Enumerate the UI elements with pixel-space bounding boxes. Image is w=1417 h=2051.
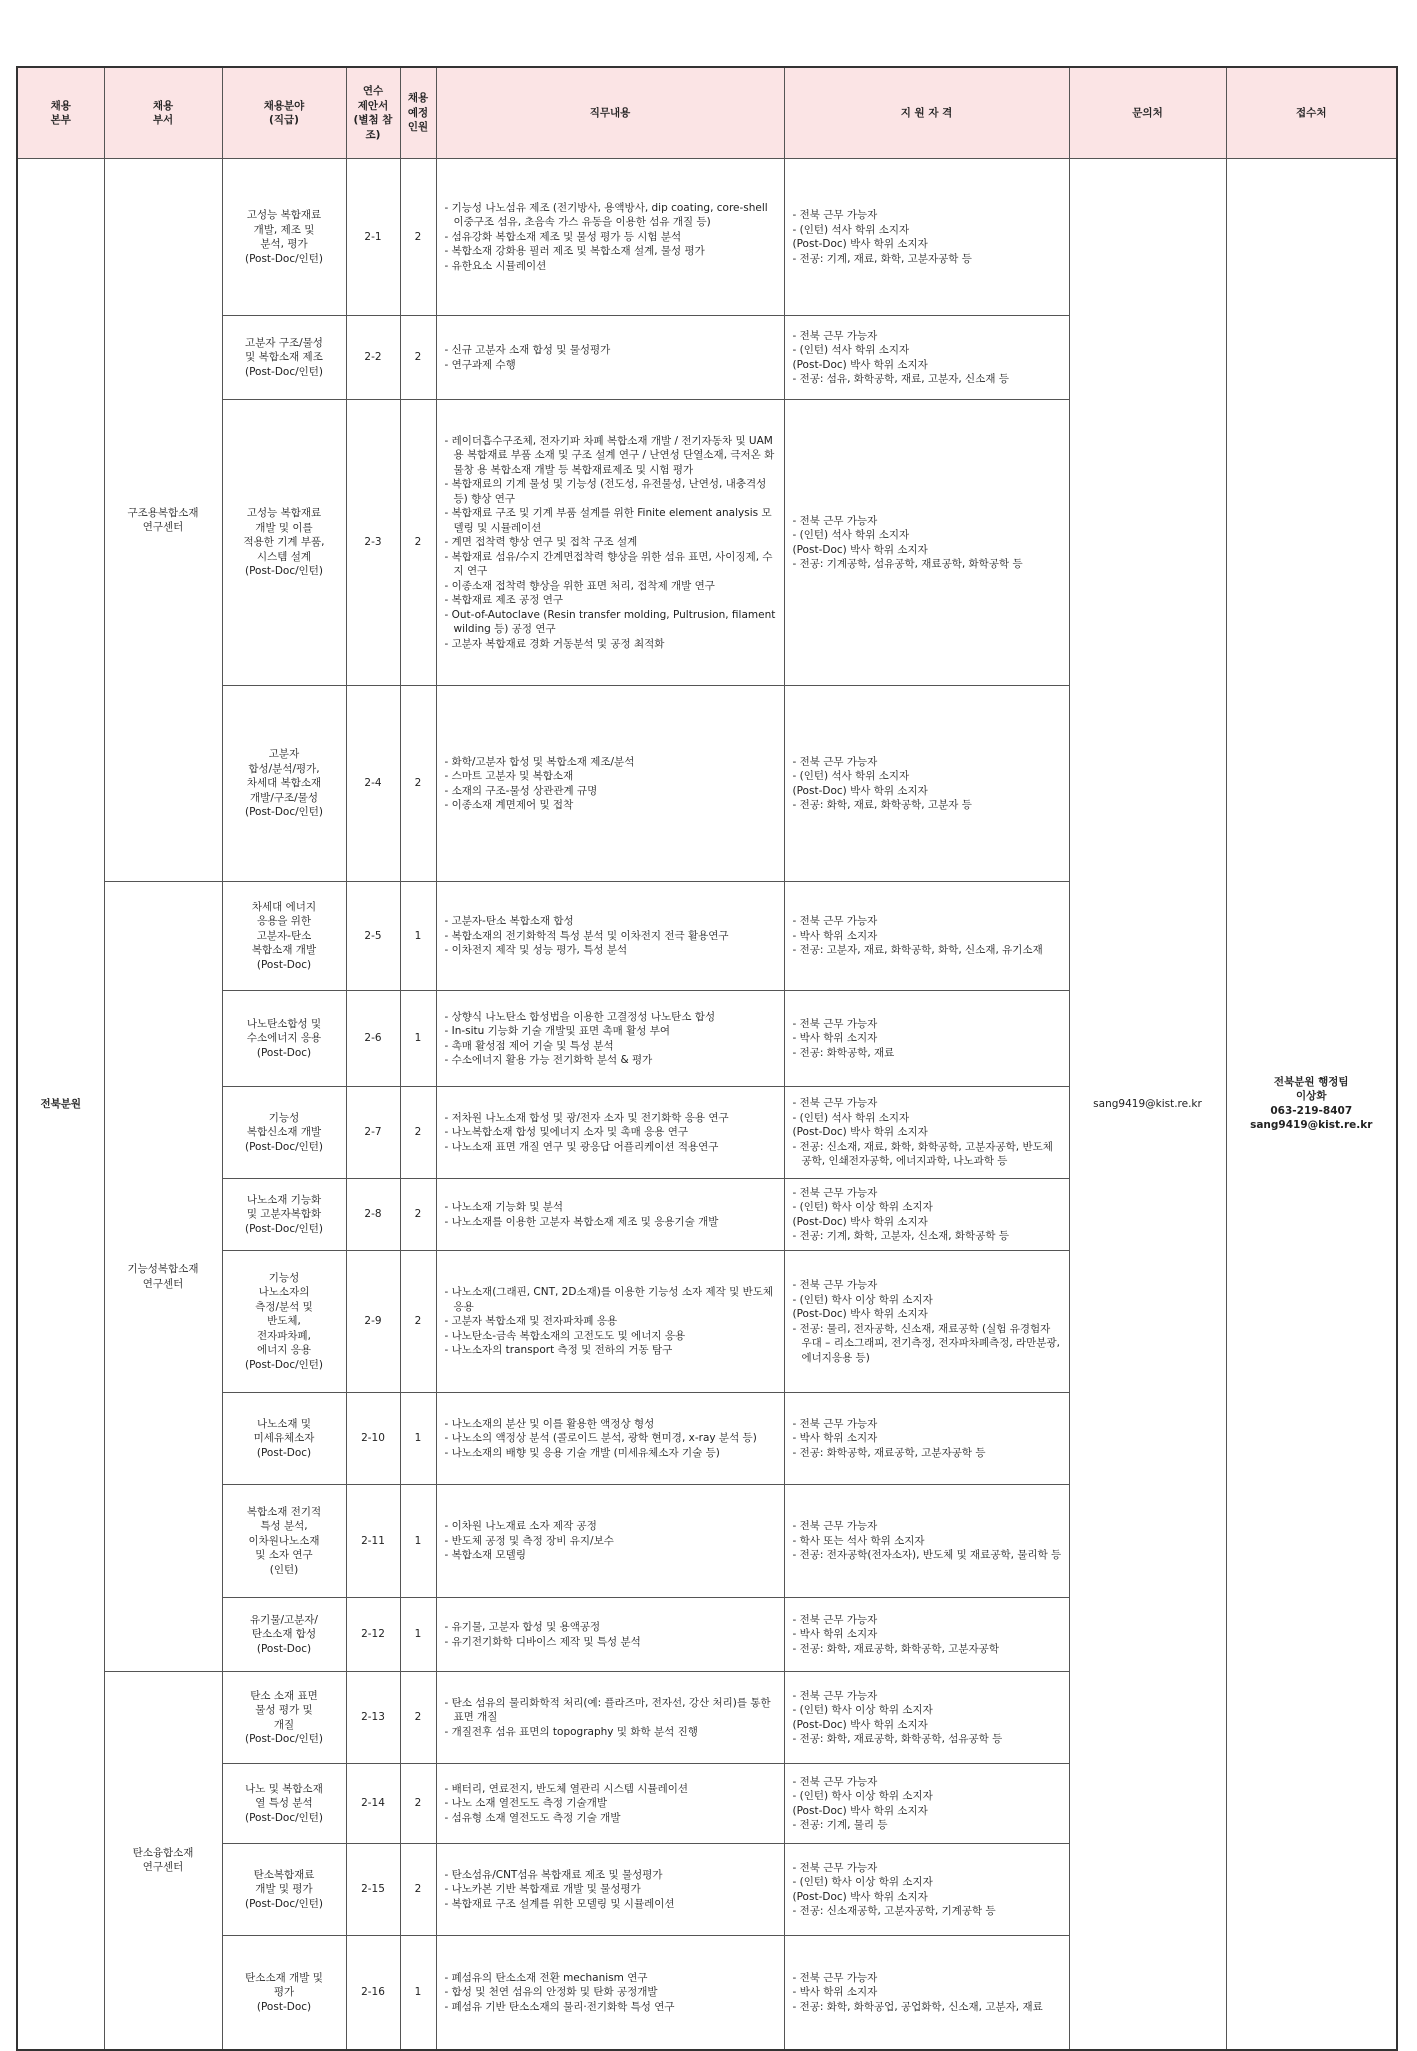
qualification-item: - (인턴) 석사 학위 소지자: [792, 770, 910, 782]
qualification-item: - 박사 학위 소지자: [792, 1032, 878, 1045]
duties-cell: [436, 1179, 784, 1251]
duties-cell: [436, 316, 784, 400]
qualifications-cell: [784, 1485, 1069, 1598]
duty-item: - 복합재료 섬유/수지 간계면접착력 향상을 위한 섬유 표면, 사이징제, 수지 연구: [444, 550, 773, 578]
qualification-item: - 박사 학위 소지자: [792, 1432, 878, 1445]
duty-item: - 소재의 구조-물성 상관관계 규명: [444, 784, 598, 797]
duties-cell: [436, 686, 784, 882]
qualification-item: - (인턴) 학사 이상 학위 소지자: [792, 1876, 933, 1888]
duty-item: - 합성 및 천연 섬유의 안정화 및 탄화 공정개발: [444, 1986, 658, 1998]
proposal-code-cell: 2-4: [346, 686, 400, 882]
qualifications-cell: [784, 882, 1069, 991]
qualification-item: (Post-Doc) 박사 학위 소지자: [792, 1804, 928, 1817]
duty-item: - 나노복합소재 합성 및에너지 소자 및 촉매 응용 연구: [444, 1126, 688, 1139]
proposal-code-cell: 2-2: [346, 316, 400, 400]
contact-email: sang9419@kist.re.kr: [1069, 159, 1226, 2050]
duty-item: - 개질전후 섬유 표면의 topography 및 화학 분석 진행: [444, 1725, 698, 1738]
qualification-item: - 전공: 물리, 전자공학, 신소재, 재료공학 (실험 유경험자 우대 – 리소그래피, 전기측정, 전자파차폐측정, 라만분광, 에너지응용 등): [792, 1322, 1060, 1364]
duty-item: - 유한요소 시뮬레이션: [444, 259, 547, 272]
header-contact: 문의처: [1069, 67, 1226, 159]
duty-item: - 고분자 복합재료 경화 거동분석 및 공정 최적화: [444, 637, 665, 650]
proposal-code-cell: 2-12: [346, 1598, 400, 1672]
qualification-item: - 전공: 전자공학(전자소자), 반도체 및 재료공학, 물리학 등: [792, 1549, 1062, 1562]
qualification-item: - 박사 학위 소지자: [792, 1628, 878, 1641]
field-cell: 나노소재 기능화 및 고분자복합화 (Post-Doc/인턴): [222, 1179, 346, 1251]
reception-info: 전북분원 행정팀 이상화 063-219-8407 sang9419@kist.re.kr: [1226, 159, 1397, 2050]
qualification-item: - (인턴) 학사 이상 학위 소지자: [792, 1293, 933, 1306]
duty-item: - 수소에너지 활용 가능 전기화학 분석 & 평가: [444, 1054, 653, 1066]
duty-item: - 폐섬유 기반 탄소소재의 물리·전기화학 특성 연구: [444, 2000, 675, 2013]
qualification-item: - 박사 학위 소지자: [792, 929, 878, 942]
duty-item: - 섬유강화 복합소재 제조 및 물성 평가 등 시험 분석: [444, 230, 682, 243]
headcount-cell: 2: [400, 316, 436, 400]
field-cell: 복합소재 전기적 특성 분석, 이차원나노소재 및 소자 연구 (인턴): [222, 1485, 346, 1598]
duty-item: - 신규 고분자 소재 합성 및 물성평가: [444, 344, 611, 356]
qualifications-cell: [784, 686, 1069, 882]
duty-item: - 고분자-탄소 복합소재 합성: [444, 915, 574, 928]
duties-cell: [436, 1485, 784, 1598]
qualification-item: - 전공: 화학, 재료공학, 화학공학, 섬유공학 등: [792, 1733, 1003, 1745]
qualification-item: (Post-Doc) 박사 학위 소지자: [792, 1718, 928, 1731]
headcount-cell: 1: [400, 1598, 436, 1672]
qualification-item: - 전공: 섬유, 화학공학, 재료, 고분자, 신소재 등: [792, 373, 1009, 385]
qualification-item: (Post-Doc) 박사 학위 소지자: [792, 1126, 928, 1139]
qualifications-cell: [784, 1844, 1069, 1936]
field-cell: 차세대 에너지 응용을 위한 고분자-탄소 복합소재 개발 (Post-Doc): [222, 882, 346, 991]
qualification-item: - 전북 근무 가능자: [792, 1689, 878, 1702]
duties-cell: [436, 1393, 784, 1485]
duty-item: - 나노소재를 이용한 고분자 복합소재 제조 및 응용기술 개발: [444, 1215, 719, 1228]
qualification-item: - 전북 근무 가능자: [792, 915, 878, 928]
duty-item: - 탄소 섬유의 물리화학적 처리(예: 플라즈마, 전자선, 강산 처리)를 통한 표면 개질: [444, 1696, 771, 1724]
qualification-item: - 전북 근무 가능자: [792, 1279, 878, 1291]
duty-item: - 복합소재 강화용 필러 제조 및 복합소재 설계, 물성 평가: [444, 245, 705, 258]
duty-item: - 섬유형 소재 열전도도 측정 기술 개발: [444, 1811, 621, 1824]
proposal-code-cell: 2-7: [346, 1087, 400, 1179]
qualifications-cell: [784, 1672, 1069, 1764]
qualification-item: (Post-Doc) 박사 학위 소지자: [792, 784, 928, 797]
qualification-item: - 전북 근무 가능자: [792, 1971, 878, 1984]
duty-item: - 이차원 나노재료 소자 제작 공정: [444, 1520, 597, 1533]
duty-item: - 폐섬유의 탄소소재 전환 mechanism 연구: [444, 1971, 648, 1984]
qualification-item: - (인턴) 석사 학위 소지자: [792, 1111, 910, 1124]
duties-cell: [436, 1087, 784, 1179]
duty-item: - 고분자 복합소재 및 전자파차폐 응용: [444, 1315, 618, 1328]
duties-cell: [436, 1764, 784, 1844]
proposal-code-cell: 2-13: [346, 1672, 400, 1764]
duty-item: - 나노소재의 분산 및 이를 활용한 액정상 형성: [444, 1417, 655, 1430]
duty-item: - In-situ 기능화 기술 개발및 표면 촉매 활성 부여: [444, 1025, 670, 1037]
headcount-cell: 1: [400, 1485, 436, 1598]
recruitment-table-container: [16, 66, 1396, 2051]
qualifications-cell: [784, 1764, 1069, 1844]
field-cell: 기능성 복합신소재 개발 (Post-Doc/인턴): [222, 1087, 346, 1179]
duty-item: - 복합재료 제조 공정 연구: [444, 594, 564, 607]
qualification-item: - 전북 근무 가능자: [792, 209, 878, 221]
header-hq: 채용 본부: [17, 67, 104, 159]
proposal-code-cell: 2-15: [346, 1844, 400, 1936]
headcount-cell: 2: [400, 1844, 436, 1936]
duty-item: - 기능성 나노섬유 제조 (전기방사, 용액방사, dip coating, core-shell 이중구조 섬유, 초음속 가스 유동을 이용한 섬유 개질 등): [444, 201, 768, 229]
qualification-item: - 전북 근무 가능자: [792, 1861, 878, 1874]
qualification-item: (Post-Doc) 박사 학위 소지자: [792, 543, 928, 556]
qualifications-cell: [784, 1936, 1069, 2050]
headcount-cell: 2: [400, 1672, 436, 1764]
field-cell: 고분자 합성/분석/평가, 차세대 복합소재 개발/구조/물성 (Post-Doc/인턴): [222, 686, 346, 882]
field-cell: 고성능 복합재료 개발 및 이를 적용한 기계 부품, 시스템 설계 (Post-Doc/인턴): [222, 400, 346, 686]
header-reception: 접수처: [1226, 67, 1397, 159]
duty-item: - 나노카본 기반 복합재료 개발 및 물성평가: [444, 1883, 641, 1896]
dept-cell: 구조용복합소재 연구센터: [104, 159, 222, 882]
qualification-item: (Post-Doc) 박사 학위 소지자: [792, 1890, 928, 1903]
header-field: 채용분야 (직급): [222, 67, 346, 159]
qualification-item: - 전공: 화학, 화학공업, 공업화학, 신소재, 고분자, 재료: [792, 2000, 1043, 2013]
duty-item: - 탄소섬유/CNT섬유 복합재료 제조 및 물성평가: [444, 1868, 663, 1881]
qualification-item: - 박사 학위 소지자: [792, 1986, 878, 1998]
proposal-code-cell: 2-9: [346, 1251, 400, 1393]
qualifications-cell: [784, 400, 1069, 686]
headcount-cell: 1: [400, 882, 436, 991]
duty-item: - 계면 접착력 향상 연구 및 접착 구조 설계: [444, 536, 638, 549]
qualification-item: - 전북 근무 가능자: [792, 1520, 878, 1533]
field-cell: 나노 및 복합소재 열 특성 분석 (Post-Doc/인턴): [222, 1764, 346, 1844]
qualification-item: - 전공: 화학, 재료공학, 화학공학, 고분자공학: [792, 1642, 999, 1655]
proposal-code-cell: 2-6: [346, 991, 400, 1087]
qualification-item: - (인턴) 석사 학위 소지자: [792, 223, 910, 236]
qualification-item: - 전공: 기계공학, 섬유공학, 재료공학, 화학공학 등: [792, 558, 1023, 570]
duties-cell: [436, 1251, 784, 1393]
qualifications-cell: [784, 1393, 1069, 1485]
qualifications-cell: [784, 991, 1069, 1087]
duty-item: - 스마트 고분자 및 복합소재: [444, 770, 574, 782]
headcount-cell: 2: [400, 1764, 436, 1844]
qualification-item: - 전공: 기계, 화학, 고분자, 신소재, 화학공학 등: [792, 1230, 1009, 1242]
proposal-code-cell: 2-3: [346, 400, 400, 686]
duty-item: - 나노소재(그래핀, CNT, 2D소재)를 이용한 기능성 소자 제작 및 반도체 응용: [444, 1286, 773, 1313]
field-cell: 탄소소재 개발 및 평가 (Post-Doc): [222, 1936, 346, 2050]
headcount-cell: 2: [400, 686, 436, 882]
duty-item: - 이종소재 계면제어 및 접착: [444, 799, 574, 811]
duty-item: - 배터리, 연료전지, 반도체 열관리 시스템 시뮬레이션: [444, 1782, 688, 1795]
headcount-cell: 1: [400, 991, 436, 1087]
duty-item: - 나노탄소-금속 복합소재의 고전도도 및 에너지 응용: [444, 1329, 686, 1342]
qualification-item: - 전북 근무 가능자: [792, 1097, 878, 1110]
qualification-item: - 전공: 화학공학, 재료공학, 고분자공학 등: [792, 1446, 986, 1459]
duty-item: - 복합소재의 전기화학적 특성 분석 및 이차전지 전극 활용연구: [444, 929, 729, 942]
qualifications-cell: [784, 1251, 1069, 1393]
qualification-item: - 전공: 신소재, 재료, 화학, 화학공학, 고분자공학, 반도체공학, 인쇄전자공학, 에너지과학, 나노과학 등: [792, 1140, 1053, 1168]
header-qualifications: 지 원 자 격: [784, 67, 1069, 159]
qualifications-cell: [784, 1598, 1069, 1672]
duty-item: - 연구과제 수행: [444, 358, 516, 371]
qualification-item: - 전북 근무 가능자: [792, 1775, 878, 1788]
duty-item: - 촉매 활성점 제어 기술 및 특성 분석: [444, 1039, 614, 1052]
duty-item: - Out-of-Autoclave (Resin transfer molding, Pultrusion, filament wilding 등) 공정 연구: [444, 608, 776, 636]
qualification-item: - 전북 근무 가능자: [792, 755, 878, 768]
header-proposal: 연수 제안서 (별첨 참조): [346, 67, 400, 159]
field-cell: 탄소복합재료 개발 및 평가 (Post-Doc/인턴): [222, 1844, 346, 1936]
headcount-cell: 1: [400, 1936, 436, 2050]
table-row: [17, 159, 1397, 316]
qualification-item: - 전공: 기계, 물리 등: [792, 1819, 888, 1831]
duties-cell: [436, 159, 784, 316]
duty-item: - 반도체 공정 및 측정 장비 유지/보수: [444, 1534, 614, 1547]
qualification-item: - 전북 근무 가능자: [792, 1186, 878, 1199]
duty-item: - 복합소재 모델링: [444, 1549, 526, 1562]
qualification-item: - 전공: 화학공학, 재료: [792, 1046, 895, 1059]
qualification-item: (Post-Doc) 박사 학위 소지자: [792, 1215, 928, 1228]
qualification-item: - 전공: 고분자, 재료, 화학공학, 화학, 신소재, 유기소재: [792, 944, 1043, 957]
qualification-item: - (인턴) 석사 학위 소지자: [792, 529, 910, 541]
qualification-item: (Post-Doc) 박사 학위 소지자: [792, 1308, 928, 1320]
headcount-cell: 2: [400, 1251, 436, 1393]
qualification-item: - (인턴) 학사 이상 학위 소지자: [792, 1201, 933, 1213]
header-row: [17, 67, 1397, 159]
qualification-item: - 전공: 신소재공학, 고분자공학, 기계공학 등: [792, 1905, 996, 1917]
headcount-cell: 1: [400, 1393, 436, 1485]
qualification-item: (Post-Doc) 박사 학위 소지자: [792, 358, 928, 371]
header-count: 채용 예정 인원: [400, 67, 436, 159]
field-cell: 유기물/고분자/ 탄소소재 합성 (Post-Doc): [222, 1598, 346, 1672]
qualification-item: - (인턴) 학사 이상 학위 소지자: [792, 1704, 933, 1716]
headcount-cell: 2: [400, 1087, 436, 1179]
proposal-code-cell: 2-11: [346, 1485, 400, 1598]
table-body: [17, 159, 1397, 2050]
qualification-item: (Post-Doc) 박사 학위 소지자: [792, 238, 928, 250]
qualification-item: - (인턴) 학사 이상 학위 소지자: [792, 1790, 933, 1802]
duty-item: - 이차전지 제작 및 성능 평가, 특성 분석: [444, 944, 628, 957]
header-dept: 채용 부서: [104, 67, 222, 159]
duty-item: - 나노소재의 배향 및 응용 기술 개발 (미세유체소자 기술 등): [444, 1446, 720, 1459]
duty-item: - 나노소의 액정상 분석 (콜로이드 분석, 광학 현미경, x-ray 분석 등): [444, 1432, 757, 1445]
duties-cell: [436, 1598, 784, 1672]
duty-item: - 상향식 나노탄소 합성법을 이용한 고결정성 나노탄소 합성: [444, 1010, 716, 1023]
duties-cell: [436, 1844, 784, 1936]
duty-item: - 나노 소재 열전도도 측정 기술개발: [444, 1797, 607, 1810]
duties-cell: [436, 991, 784, 1087]
proposal-code-cell: 2-16: [346, 1936, 400, 2050]
duty-item: - 유기물, 고분자 합성 및 용액공정: [444, 1621, 601, 1633]
qualification-item: - 전북 근무 가능자: [792, 1017, 878, 1030]
qualifications-cell: [784, 159, 1069, 316]
headcount-cell: 2: [400, 400, 436, 686]
proposal-code-cell: 2-1: [346, 159, 400, 316]
duty-item: - 이종소재 접착력 향상을 위한 표면 처리, 접착제 개발 연구: [444, 579, 715, 592]
duty-item: - 나노소재 기능화 및 분석: [444, 1201, 564, 1213]
field-cell: 고성능 복합재료 개발, 제조 및 분석, 평가 (Post-Doc/인턴): [222, 159, 346, 316]
duty-item: - 복합재료 구조 및 기계 부품 설계를 위한 Finite element analysis 모델링 및 시뮬레이션: [444, 507, 772, 534]
field-cell: 나노소재 및 미세유체소자 (Post-Doc): [222, 1393, 346, 1485]
recruitment-table: [16, 66, 1398, 2051]
duty-item: - 나노소자의 transport 측정 및 전하의 거동 탐구: [444, 1344, 673, 1357]
hq-cell: 전북분원: [17, 159, 104, 2050]
proposal-code-cell: 2-14: [346, 1764, 400, 1844]
qualification-item: - 전북 근무 가능자: [792, 329, 878, 342]
qualification-item: - (인턴) 석사 학위 소지자: [792, 344, 910, 356]
duty-item: - 레이더흡수구조체, 전자기파 차폐 복합소재 개발 / 전기자동차 및 UAM 용 복합재료 부품 소재 및 구조 설계 연구 / 난연성 단열소재, 극저온 화물창 용 복합소재 개발 등 복합재료제조 및 시험 평가: [444, 434, 775, 476]
field-cell: 고분자 구조/물성 및 복합소재 제조 (Post-Doc/인턴): [222, 316, 346, 400]
qualifications-cell: [784, 1087, 1069, 1179]
duty-item: - 복합재료 구조 설계를 위한 모델링 및 시뮬레이션: [444, 1897, 675, 1910]
headcount-cell: 2: [400, 1179, 436, 1251]
qualification-item: - 전북 근무 가능자: [792, 1417, 878, 1430]
duties-cell: [436, 882, 784, 991]
field-cell: 기능성 나노소자의 측정/분석 및 반도체, 전자파차폐, 에너지 응용 (Post-Doc/인턴): [222, 1251, 346, 1393]
duty-item: - 유기전기화학 디바이스 제작 및 특성 분석: [444, 1635, 641, 1648]
qualifications-cell: [784, 1179, 1069, 1251]
qualification-item: - 전공: 화학, 재료, 화학공학, 고분자 등: [792, 799, 972, 811]
qualification-item: - 전북 근무 가능자: [792, 514, 878, 527]
duty-item: - 저차원 나노소재 합성 및 광/전자 소자 및 전기화학 응용 연구: [444, 1111, 729, 1124]
qualification-item: - 학사 또는 석사 학위 소지자: [792, 1534, 925, 1547]
proposal-code-cell: 2-8: [346, 1179, 400, 1251]
qualification-item: - 전공: 기계, 재료, 화학, 고분자공학 등: [792, 252, 972, 265]
field-cell: 나노탄소합성 및 수소에너지 응용 (Post-Doc): [222, 991, 346, 1087]
headcount-cell: 2: [400, 159, 436, 316]
field-cell: 탄소 소재 표면 물성 평가 및 개질 (Post-Doc/인턴): [222, 1672, 346, 1764]
duty-item: - 나노소재 표면 개질 연구 및 광응답 어플리케이션 적용연구: [444, 1140, 719, 1153]
duty-item: - 복합재료의 기계 물성 및 기능성 (전도성, 유전물성, 난연성, 내충격성등) 향상 연구: [444, 478, 767, 505]
dept-cell: 기능성복합소재 연구센터: [104, 882, 222, 1672]
duties-cell: [436, 1936, 784, 2050]
qualifications-cell: [784, 316, 1069, 400]
proposal-code-cell: 2-5: [346, 882, 400, 991]
dept-cell: 탄소융합소재 연구센터: [104, 1672, 222, 2050]
duties-cell: [436, 1672, 784, 1764]
qualification-item: - 전북 근무 가능자: [792, 1613, 878, 1626]
proposal-code-cell: 2-10: [346, 1393, 400, 1485]
header-duties: 직무내용: [436, 67, 784, 159]
duty-item: - 화학/고분자 합성 및 복합소재 제조/분석: [444, 755, 635, 768]
duties-cell: [436, 400, 784, 686]
